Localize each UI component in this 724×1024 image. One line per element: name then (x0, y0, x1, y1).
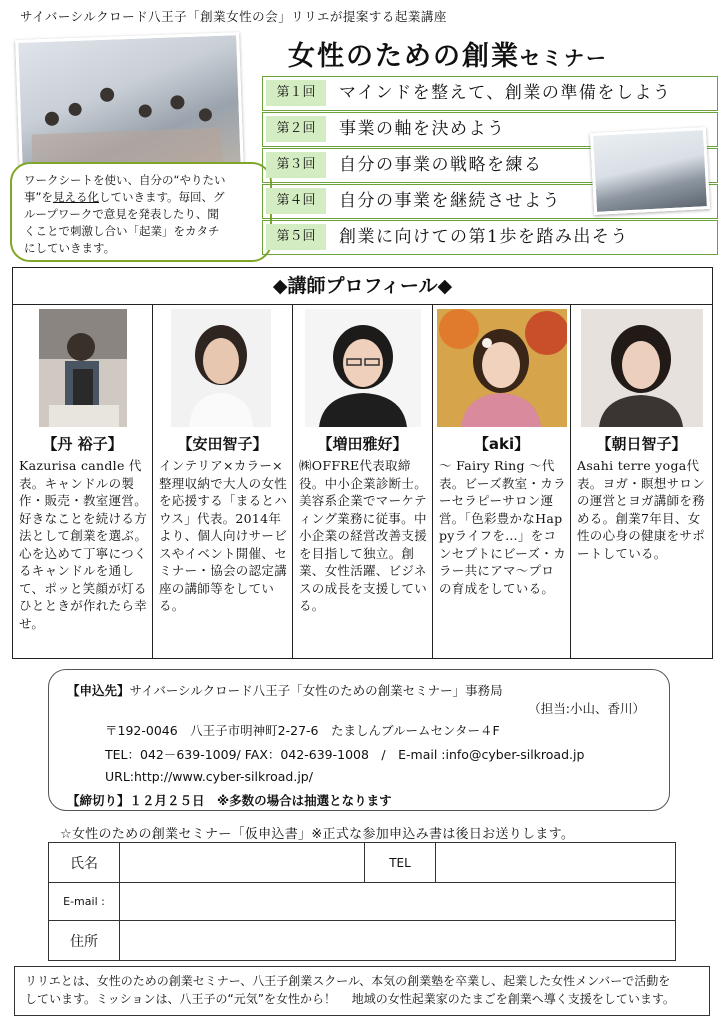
callout-line: ワークシートを使い、自分の“やりたい (24, 173, 226, 187)
classroom-photo (590, 127, 710, 215)
callout-line: くことで刺激し合い「起業」をカタチ (24, 224, 220, 238)
instructor-photo (39, 309, 127, 427)
instructor-photo (437, 309, 567, 427)
worksheet-callout (10, 162, 272, 262)
instructor-card (432, 305, 570, 658)
instructor-bio: ～ Fairy Ring ～代表。ビーズ教室・カラーセラピーサロン運営。「色彩豊かなHappyライフを…」をコンセプトにビーズ・カラー共にアマ～プロの育成をしている。 (439, 458, 566, 596)
instructor-card (570, 305, 712, 658)
session-number: 第１回 (266, 80, 326, 106)
application-contact-box (48, 669, 670, 811)
contact-url[interactable]: URL:http://www.cyber-silkroad.jp/ (105, 769, 313, 784)
application-form (48, 842, 676, 961)
session-text: 創業に向けての第1歩を踏み出そう (339, 227, 629, 247)
footer-line: しています。ミッションは、八王子の“元気”を女性から！ 地域の女性起業家のたまごを創業へ導く支援をしています。 (25, 992, 675, 1006)
instructor-card (13, 305, 152, 658)
address-label: 住所 (49, 921, 120, 961)
instructor-bio: Kazurisa candle 代表。キャンドルの製作・販売・教室運営。好きなことを続ける方法として創業を選ぶ。心を込めて丁寧につくるキャンドルを通して、ポッと笑顔が灯るひとときが作れたら幸せ。 (19, 458, 148, 631)
contact-address: 〒192-0046 八王子市明神町2-27-6 たましんブルームセンター４F (105, 723, 500, 738)
contact-staff: （担当:小山、香川） (528, 701, 645, 716)
session-number: 第２回 (266, 116, 326, 142)
session-row (262, 220, 718, 255)
lilie-description (14, 966, 710, 1016)
instructor-name: 【安田智子】 (177, 435, 268, 453)
callout-line: にしていきます。 (24, 241, 116, 255)
instructor-name: 【丹 裕子】 (42, 435, 123, 453)
instructor-card (292, 305, 432, 658)
page-title: 女性のための創業セミナー (288, 41, 608, 72)
address-field[interactable] (120, 921, 676, 961)
contact-tel-fax-email: TEL：042－639-1009/ FAX：042-639-1008 / E-mail :info@cyber-silkroad.jp (105, 747, 585, 762)
session-row (262, 76, 718, 111)
session-text: 事業の軸を決めよう (339, 119, 506, 139)
contact-office-line: 【申込先】サイバーシルクロード八王子「女性のための創業セミナー」事務局 (67, 683, 503, 698)
footer-line: リリエとは、女性のための創業セミナー、八王子創業スクール、本気の創業塾を卒業し、起業した女性メンバーで活動を (25, 974, 671, 988)
session-text: 自分の事業の戦略を練る (339, 155, 543, 175)
instructor-bio: ㈱OFFRE代表取締役。中小企業診断士。美容系企業でマーケティング業務に従事。中小企業の経営改善支援を目指して独立。創業、女性活躍、ビジネスの成長を支援している。 (299, 458, 428, 613)
email-label: E-mail : (49, 883, 120, 921)
session-number: 第４回 (266, 188, 326, 214)
callout-line: ループワークで意見を発表したり、聞 (24, 207, 219, 221)
callout-line: 事”を見える化していきます。毎回、グ (24, 190, 225, 204)
tel-field[interactable] (436, 843, 676, 883)
session-text: 自分の事業を継続させよう (339, 191, 561, 211)
tel-label: TEL (365, 843, 436, 883)
session-number: 第３回 (266, 152, 326, 178)
session-number: 第５回 (266, 224, 326, 250)
session-text: マインドを整えて、創業の準備をしよう (339, 83, 672, 103)
name-label: 氏名 (49, 843, 120, 883)
name-field[interactable] (120, 843, 365, 883)
profile-heading: ◆講師プロフィール◆ (13, 268, 712, 305)
instructor-photo (581, 309, 703, 427)
deadline: 【締切り】１２月２５日 ※多数の場合は抽選となります (67, 793, 392, 808)
instructor-bio: Asahi terre yoga代表。ヨガ・瞑想サロンの運営とヨガ講師を務める。創業7年目、女性の心身の健康をサポートしている。 (577, 458, 706, 561)
form-title: ☆女性のための創業セミナー「仮申込書」※正式な参加申込み書は後日お送りします。 (60, 827, 575, 842)
email-field[interactable] (120, 883, 676, 921)
instructor-name: 【朝日智子】 (596, 435, 687, 453)
instructor-name: 【増田雅好】 (317, 435, 408, 453)
organizer-line: サイバーシルクロード八王子「創業女性の会」リリエが提案する起業講座 (20, 9, 447, 24)
instructor-photo (171, 309, 271, 427)
instructor-name: 【aki】 (473, 435, 530, 453)
instructor-photo (305, 309, 421, 427)
instructor-bio: インテリア×カラー×整理収納で大人の女性を応援する「まるとハウス」代表。2014年より、個人向けサービスやイベント開催、セミナー・協会の認定講座の講師等をしている。 (159, 458, 288, 613)
instructor-card (152, 305, 292, 658)
instructor-profile-section (12, 267, 713, 659)
